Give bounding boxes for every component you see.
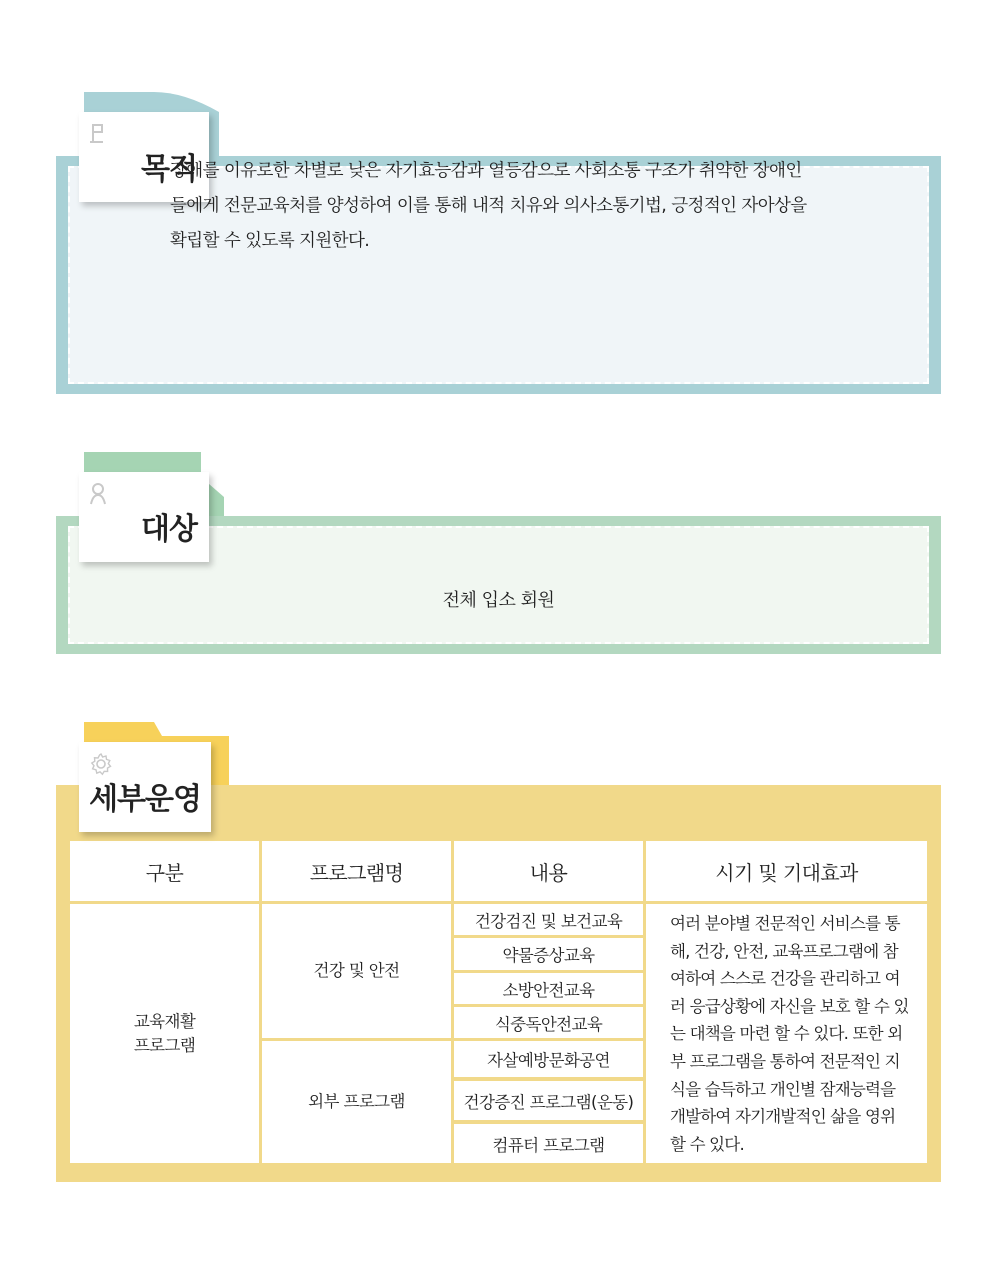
content-item: 컴퓨터 프로그램 xyxy=(454,1124,643,1163)
person-icon xyxy=(89,482,109,506)
content-item: 건강증진 프로그램(운동) xyxy=(454,1081,643,1120)
content-item: 약물증상교육 xyxy=(454,938,643,970)
effect-line: 할 수 있다. xyxy=(670,1134,744,1154)
purpose-section xyxy=(56,92,941,394)
effect-line: 개발하여 자기개발적인 삶을 영위 xyxy=(670,1107,896,1127)
header-category: 구분 xyxy=(70,841,259,901)
category-line: 교육재활 xyxy=(133,1011,196,1031)
content-item: 건강검진 및 보건교육 xyxy=(454,904,643,935)
header-timing-effect: 시기 및 기대효과 xyxy=(646,841,927,901)
target-label-card xyxy=(79,472,209,562)
category-cell xyxy=(70,904,259,1163)
effect-line: 는 대책을 마련 할 수 있다. 또한 외 xyxy=(670,1024,903,1044)
effect-cell xyxy=(646,904,927,1163)
operation-frame xyxy=(56,785,941,1182)
target-title: 대상 xyxy=(141,512,197,547)
purpose-title: 목적 xyxy=(141,152,197,187)
content-item: 식중독안전교육 xyxy=(454,1007,643,1038)
header-content: 내용 xyxy=(454,841,643,901)
effect-line: 부 프로그램을 통하여 전문적인 지 xyxy=(670,1051,900,1071)
purpose-description xyxy=(170,154,860,259)
purpose-line: 확립할 수 있도록 지원한다. xyxy=(170,231,370,251)
content-item: 소방안전교육 xyxy=(454,973,643,1004)
program-external: 외부 프로그램 xyxy=(262,1041,451,1163)
purpose-line: 들에게 전문교육처를 양성하여 이를 통해 내적 치유와 의사소통기법, 긍정적인 자아상을 xyxy=(170,196,807,216)
effect-line: 여러 분야별 전문적인 서비스를 통 xyxy=(670,914,900,933)
operation-title: 세부운영 xyxy=(89,782,201,817)
effect-line: 식을 습득하고 개인별 잠재능력을 xyxy=(670,1079,896,1099)
operation-label-card xyxy=(79,742,211,832)
purpose-line: 장애를 이유로한 차별로 낮은 자기효능감과 열등감으로 사회소통 구조가 취약한 장애인 xyxy=(170,161,802,181)
header-program-name: 프로그램명 xyxy=(262,841,451,901)
program-health-safety: 건강 및 안전 xyxy=(262,904,451,1038)
gear-icon xyxy=(89,752,113,776)
effect-line: 여하여 스스로 건강을 관리하고 여 xyxy=(670,969,900,989)
operation-table xyxy=(70,841,927,1163)
operation-section xyxy=(56,718,941,1182)
category-line: 프로그램 xyxy=(133,1035,196,1055)
flag-icon xyxy=(89,122,109,144)
effect-line: 러 응급상황에 자신을 보호 할 수 있 xyxy=(670,996,909,1016)
target-description: 전체 입소 회원 xyxy=(442,590,555,611)
effect-line: 해, 건강, 안전, 교육프로그램에 참 xyxy=(670,941,898,961)
content-item: 자살예방문화공연 xyxy=(454,1041,643,1077)
target-section xyxy=(56,452,941,654)
